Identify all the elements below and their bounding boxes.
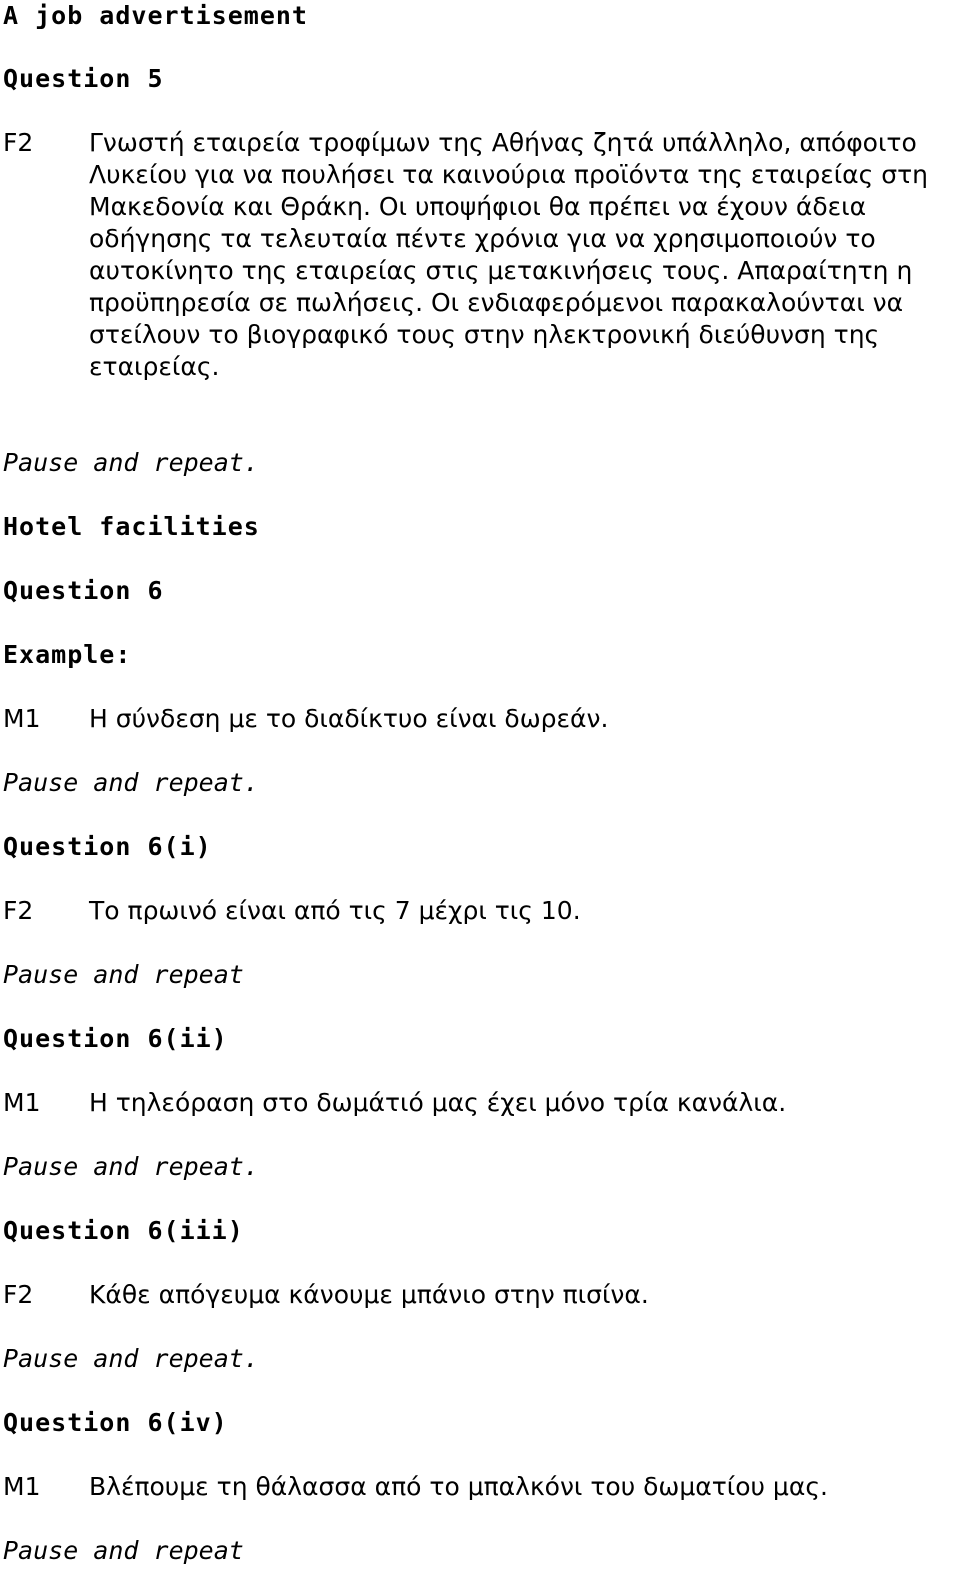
- speaker-label: F2: [3, 128, 34, 157]
- pause-instruction: Pause and repeat.: [3, 768, 259, 797]
- pause-instruction: Pause and repeat.: [3, 1344, 259, 1373]
- pause-instruction: Pause and repeat: [3, 960, 244, 989]
- speaker-label: M1: [3, 1472, 41, 1501]
- text-line: Λυκείου για να πουλήσει τα καινούρια προϊόντα της εταιρείας στη: [89, 160, 929, 189]
- question-6i-row: [3, 895, 953, 927]
- section-title-job: A job advertisement: [3, 1, 308, 30]
- pause-instruction: Pause and repeat.: [3, 448, 259, 477]
- text-line: προϋπηρεσία σε πωλήσεις. Οι ενδιαφερόμενοι παρακαλούνται να: [89, 288, 904, 317]
- text-line: στείλουν το βιογραφικό τους στην ηλεκτρονική διεύθυνση της: [89, 320, 880, 349]
- pause-instruction: Pause and repeat.: [3, 1152, 259, 1181]
- question-6iii-row: [3, 1279, 953, 1311]
- text-line: εταιρείας.: [89, 352, 220, 381]
- question-5-block: [3, 127, 953, 387]
- text-line: Γνωστή εταιρεία τροφίμων της Αθήνας ζητά υπάλληλο, απόφοιτο: [89, 128, 917, 157]
- example-label: Example:: [3, 640, 132, 669]
- pause-instruction: Pause and repeat: [3, 1536, 244, 1565]
- example-text: Η σύνδεση με το διαδίκτυο είναι δωρεάν.: [89, 704, 609, 733]
- question-6ii-text: Η τηλεόραση στο δωμάτιό μας έχει μόνο τρία κανάλια.: [89, 1088, 787, 1117]
- question-5-label: Question 5: [3, 64, 164, 93]
- question-6iv-row: [3, 1471, 953, 1503]
- text-line: αυτοκίνητο της εταιρείας στις μετακινήσεις τους. Απαραίτητη η: [89, 256, 913, 285]
- question-6i-text: Το πρωινό είναι από τις 7 μέχρι τις 10.: [89, 896, 581, 925]
- question-6iv-label: Question 6(iv): [3, 1408, 228, 1437]
- question-6-label: Question 6: [3, 576, 164, 605]
- question-6iii-label: Question 6(iii): [3, 1216, 244, 1245]
- question-6iv-text: Βλέπουμε τη θάλασσα από το μπαλκόνι του δωματίου μας.: [89, 1472, 828, 1501]
- text-line: οδήγησης τα τελευταία πέντε χρόνια για να χρησιμοποιούν το: [89, 224, 876, 253]
- example-row: [3, 703, 953, 735]
- text-line: Μακεδονία και Θράκη. Οι υποψήφιοι θα πρέπει να έχουν άδεια: [89, 192, 867, 221]
- question-5-text: [89, 127, 928, 383]
- question-6i-label: Question 6(i): [3, 832, 212, 861]
- section-title-hotel: Hotel facilities: [3, 512, 260, 541]
- question-6iii-text: Κάθε απόγευμα κάνουμε μπάνιο στην πισίνα.: [89, 1280, 649, 1309]
- question-6ii-label: Question 6(ii): [3, 1024, 228, 1053]
- speaker-label: F2: [3, 896, 34, 925]
- question-6ii-row: [3, 1087, 953, 1119]
- speaker-label: M1: [3, 704, 41, 733]
- speaker-label: F2: [3, 1280, 34, 1309]
- speaker-label: M1: [3, 1088, 41, 1117]
